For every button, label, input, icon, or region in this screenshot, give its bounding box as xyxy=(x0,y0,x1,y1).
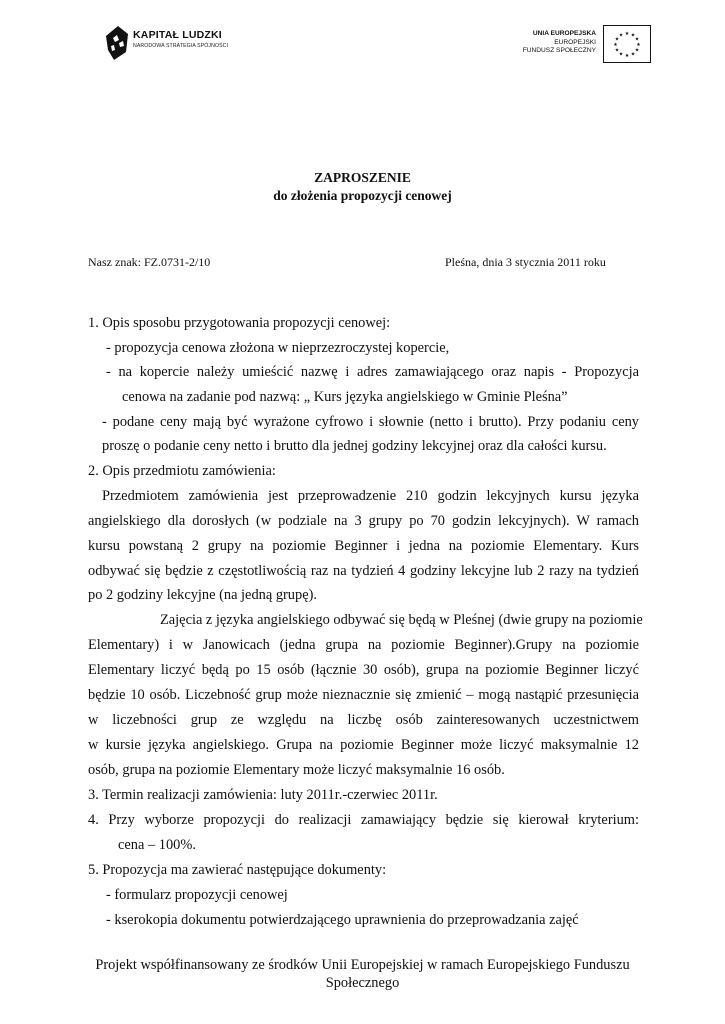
body-line: cena – 100%. xyxy=(118,837,196,853)
section-3-heading: 3. Termin realizacji zamówienia: luty 2011r.-czerwiec 2011r. xyxy=(88,787,438,803)
body-line: - formularz propozycji cenowej xyxy=(106,887,288,903)
body-line: - kserokopia dokumentu potwierdzającego uprawnienia do przeprowadzania zajęć xyxy=(106,912,579,928)
footer xyxy=(70,956,655,992)
page-subtitle: do złożenia propozycji cenowej xyxy=(273,188,452,203)
body-line: Elementary liczyć będą po 15 osób (łącznie 30 osób), grupa na poziomie Beginner liczyć xyxy=(88,662,639,678)
body-line: Zajęcia z języka angielskiego odbywać się będą w Pleśnej (dwie grupy na poziomie xyxy=(160,612,643,628)
eu-line-1: UNIA EUROPEJSKA xyxy=(532,30,596,37)
body-line: kursu powstaną 2 grupy na poziomie Beginner i jedna na poziomie Elementary. Kurs xyxy=(88,538,639,554)
svg-text:★: ★ xyxy=(630,51,636,58)
svg-text:★: ★ xyxy=(624,31,630,37)
body-line: odbywać się będzie z częstotliwością raz na tydzień 4 godziny lekcyjne lub 2 razy na tydzień xyxy=(88,563,639,579)
svg-text:★: ★ xyxy=(614,47,620,54)
body-line: osób, grupa na poziomie Elementary może liczyć maksymalnie 16 osób. xyxy=(88,762,505,778)
reference-number: Nasz znak: FZ.0731-2/10 xyxy=(88,255,211,269)
svg-text:★: ★ xyxy=(613,42,618,48)
footer-line-2: Społecznego xyxy=(325,975,400,991)
place-date: Pleśna, dnia 3 stycznia 2011 roku xyxy=(445,255,606,269)
body-line: - propozycja cenowa złożona w nieprzezroczystej kopercie, xyxy=(106,340,450,356)
page-title: ZAPROSZENIE xyxy=(314,170,411,185)
eu-flag-icon xyxy=(603,25,651,63)
eu-logo-text xyxy=(508,30,596,56)
svg-text:★: ★ xyxy=(636,42,641,48)
body-line: w liczebności grup ze względu na liczbę osób zainteresowanych uczestnictwem xyxy=(88,712,639,728)
body-line: proszę o podanie ceny netto i brutto dla jednej godziny lekcyjnej oraz dla całości kursu. xyxy=(102,438,607,454)
body-line: - podane ceny mają być wyrażone cyfrowo i słownie (netto i brutto). Przy podaniu ceny xyxy=(102,414,639,430)
body-line: będzie 10 osób. Liczebność grup może nieznacznie się zmienić – mogą nastąpić przesunięcia xyxy=(88,687,639,703)
kapital-ludzki-subtitle: NARODOWA STRATEGIA SPÓJNOŚCI xyxy=(133,43,229,49)
kapital-ludzki-mark-icon xyxy=(104,26,130,60)
svg-text:★: ★ xyxy=(634,36,640,43)
svg-text:★: ★ xyxy=(614,36,620,43)
section-4-heading: 4. Przy wyborze propozycji do realizacji zamawiający będzie się kierował kryterium: xyxy=(88,812,639,828)
svg-text:★: ★ xyxy=(634,47,640,54)
body-line: po 2 godziny lekcyjne (na jedną grupę). xyxy=(88,587,317,603)
section-5-heading: 5. Propozycja ma zawierać następujące dokumenty: xyxy=(88,862,387,878)
svg-text:★: ★ xyxy=(618,32,624,39)
eu-line-2: EUROPEJSKI xyxy=(554,38,596,46)
body-line: w kursie języka angielskiego. Grupa na poziomie Beginner może liczyć maksymalnie 12 xyxy=(88,737,639,753)
body-line: - na kopercie należy umieścić nazwę i adres zamawiającego oraz napis - Propozycja xyxy=(106,364,639,380)
body-line: angielskiego dla dorosłych (w podziale na 3 grupy po 70 godzin lekcyjnych). W ramach xyxy=(88,513,639,529)
section-1-heading: 1. Opis sposobu przygotowania propozycji cenowej: xyxy=(88,315,391,331)
eu-line-3: FUNDUSZ SPOŁECZNY xyxy=(522,47,596,55)
body-line: Elementary) i w Janowicach (jedna grupa na poziomie Beginner).Grupy na poziomie xyxy=(88,637,639,653)
svg-text:★: ★ xyxy=(630,32,636,39)
body-line: Przedmiotem zamówienia jest przeprowadzenie 210 godzin lekcyjnych kursu języka xyxy=(102,488,639,504)
kapital-ludzki-title: KAPITAŁ LUDZKI xyxy=(133,29,222,41)
svg-text:★: ★ xyxy=(624,53,630,59)
svg-text:★: ★ xyxy=(618,51,624,58)
section-2-heading: 2. Opis przedmiotu zamówienia: xyxy=(88,463,276,479)
body-line: cenowa na zadanie pod nazwą: „ Kurs języka angielskiego w Gminie Pleśna” xyxy=(122,389,568,405)
footer-line-1: Projekt współfinansowany ze środków Unii Europejskiej w ramach Europejskiego Funduszu xyxy=(95,957,630,973)
kapital-ludzki-logo xyxy=(104,26,244,62)
